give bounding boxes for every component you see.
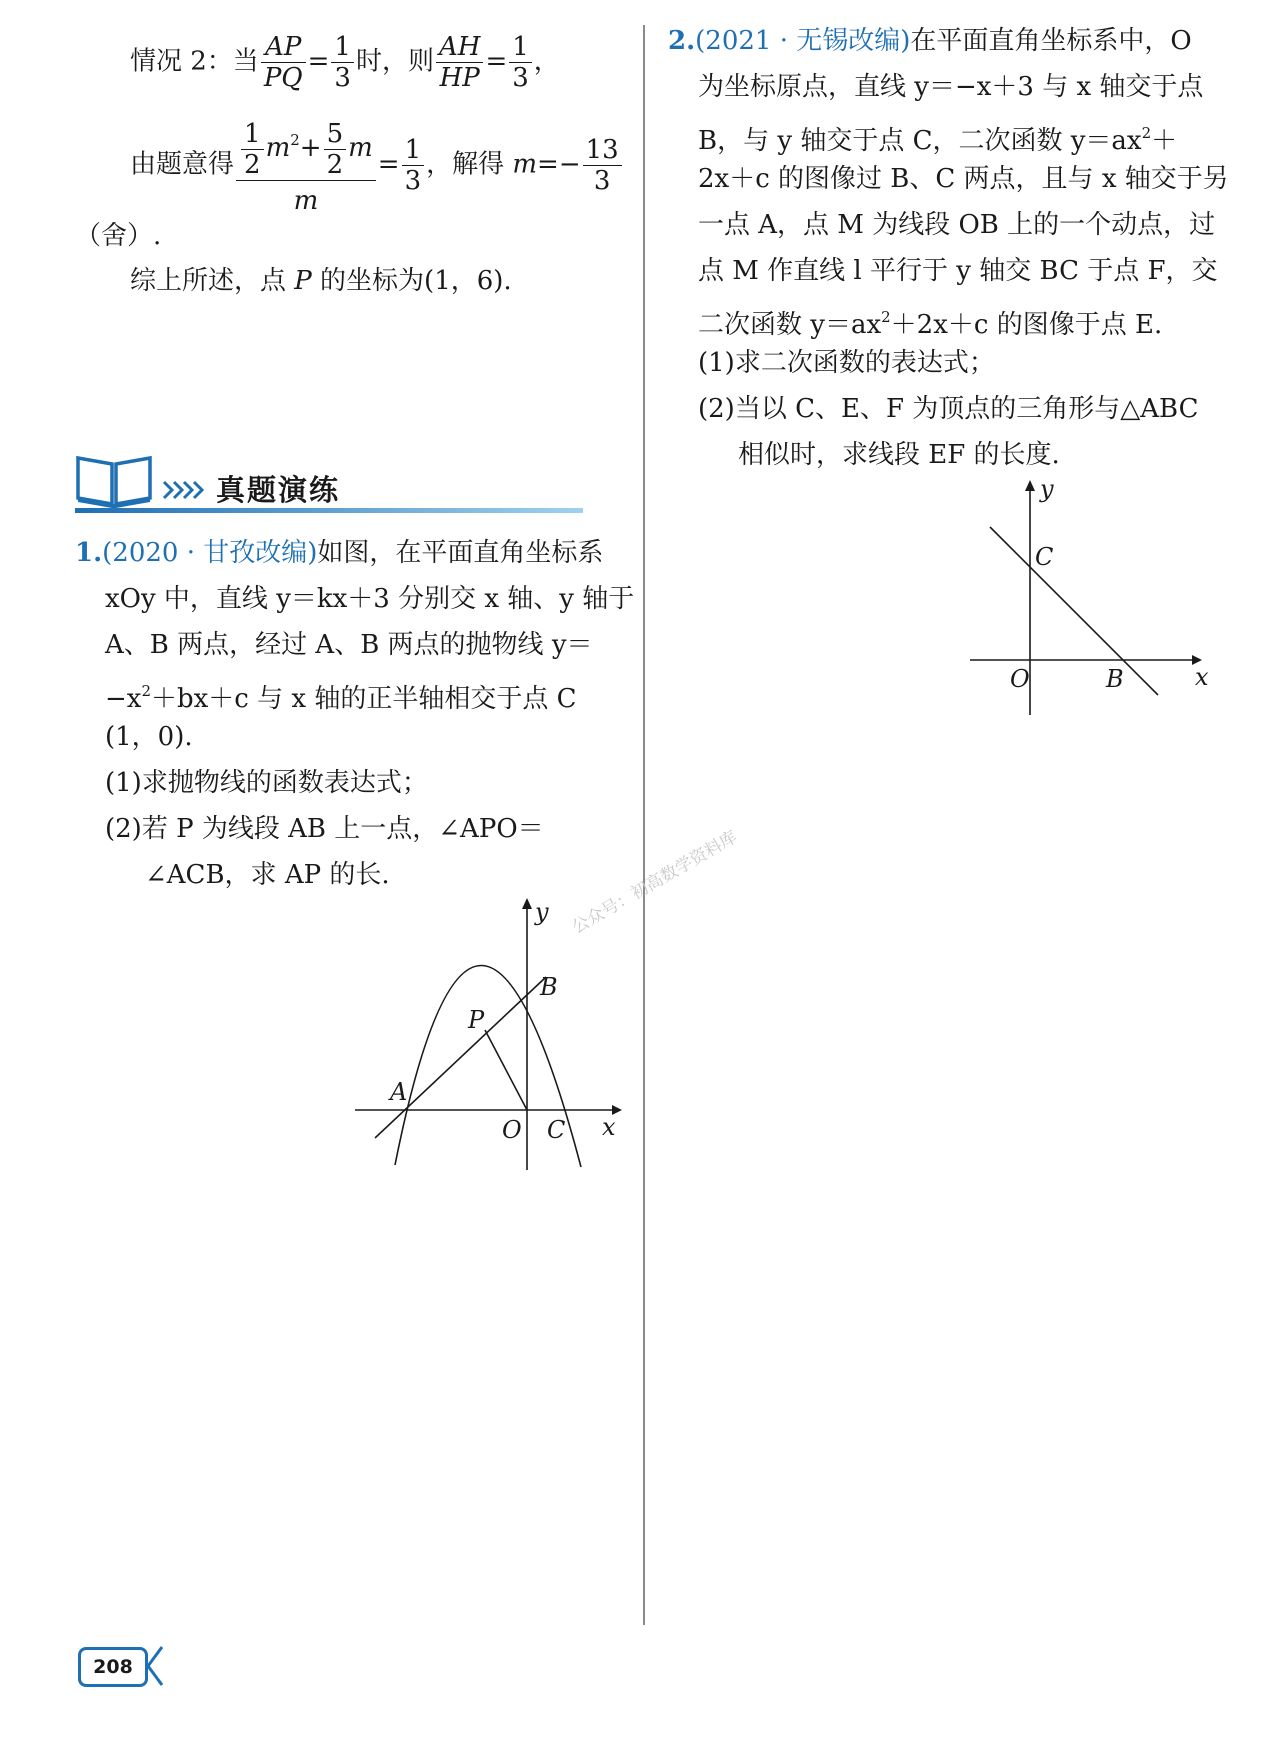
problem-2-line-6: 点 M 作直线 l 平行于 y 轴交 BC 于点 F，交 <box>698 256 1218 286</box>
label-c: C <box>547 1116 566 1144</box>
fraction: $\frac{1}{3}$ <box>509 32 532 93</box>
page-number: 208 <box>78 1647 148 1687</box>
problem-1-line-1: 1.(2020 · 甘孜改编)如图，在平面直角坐标系 <box>75 538 604 568</box>
label-o: O <box>502 1116 522 1144</box>
label-o: O <box>1010 665 1030 693</box>
label-y: y <box>1040 475 1054 503</box>
figure-2 <box>960 475 1220 725</box>
line-ab <box>375 977 546 1138</box>
y-axis-arrow-icon <box>522 898 532 909</box>
problem-2-line-4: 2x＋c 的图像过 B、C 两点，且与 x 轴交于另 <box>698 164 1229 194</box>
label-b: B <box>1106 665 1124 693</box>
label-b: B <box>540 973 558 1001</box>
problem-2-line-1: 2.(2021 · 无锡改编)在平面直角坐标系中，O <box>668 26 1192 56</box>
label-x: x <box>602 1113 616 1141</box>
problem-2-line-2: 为坐标原点，直线 y＝−x＋3 与 x 轴交于点 <box>698 72 1204 102</box>
figure-1 <box>350 895 630 1175</box>
reject-note: （舍）. <box>75 221 162 251</box>
section-underline <box>75 508 583 513</box>
problem-1-line-4: $-x^2+bx+c$ 与 x 轴的正半轴相交于点 C <box>105 682 577 714</box>
fraction: $\frac{AP}{PQ}$ <box>261 32 306 93</box>
problem-1-line-3: A、B 两点，经过 A、B 两点的抛物线 y＝ <box>105 630 593 660</box>
label-y: y <box>535 898 549 926</box>
segment-po <box>485 1030 527 1110</box>
label-p: P <box>468 1006 485 1034</box>
big-fraction: $\frac{1}{2}$ $m^2+$ $\frac{5}{2}$ m m <box>236 110 376 221</box>
chevrons-icon <box>162 478 210 502</box>
y-axis-arrow-icon <box>1025 480 1035 491</box>
label-c: C <box>1035 543 1054 571</box>
conclusion: 综上所述，点 P 的坐标为(1，6). <box>130 266 512 296</box>
problem-1-line-5: (1，0). <box>105 722 193 752</box>
page-tab-chevron-icon <box>144 1644 166 1688</box>
problem-2-question-2-cont: 相似时，求线段 EF 的长度. <box>738 440 1060 470</box>
problem-2-line-3: B，与 y 轴交于点 C，二次函数 $y=ax^2+$ <box>698 124 1178 156</box>
case2-line: 情况 2：当 $\frac{AP}{PQ}$ = $\frac{1}{3}$ 时，则 $\frac{AH}{HP}$ = $\frac{1}{3}$ ， <box>130 32 560 93</box>
problem-2-line-5: 一点 A，点 M 为线段 OB 上的一个动点，过 <box>698 210 1216 240</box>
problem-1-question-2-cont: ∠ACB，求 AP 的长. <box>145 860 390 890</box>
problem-1-line-2: xOy 中，直线 y＝kx＋3 分别交 x 轴、y 轴于 <box>105 584 635 614</box>
problem-1-question-2: (2)若 P 为线段 AB 上一点，∠APO＝ <box>105 814 544 844</box>
problem-2-question-1: (1)求二次函数的表达式； <box>698 348 995 378</box>
solve-line: 由题意得 $\frac{1}{2}$ $m^2+$ $\frac{5}{2}$ m m = $\frac{1}{3}$ ，解得 m=− $\frac{13}{3}$ <box>130 110 624 221</box>
column-divider <box>643 25 645 1625</box>
section-title: 真题演练 <box>216 473 341 507</box>
fraction: $\frac{AH}{HP}$ <box>436 32 483 93</box>
problem-1-question-1: (1)求抛物线的函数表达式； <box>105 768 428 798</box>
watermark: 公众号：初高数学资料库 <box>568 827 741 939</box>
problem-2-question-2: (2)当以 C、E、F 为顶点的三角形与△ABC <box>698 394 1199 424</box>
problem-2-line-7: 二次函数 $y=ax^2+2x+c$ 的图像于点 E. <box>698 308 1163 340</box>
book-icon <box>74 452 154 508</box>
label-x: x <box>1195 663 1209 691</box>
label-a: A <box>390 1078 408 1106</box>
fraction: $\frac{1}{3}$ <box>331 32 354 93</box>
